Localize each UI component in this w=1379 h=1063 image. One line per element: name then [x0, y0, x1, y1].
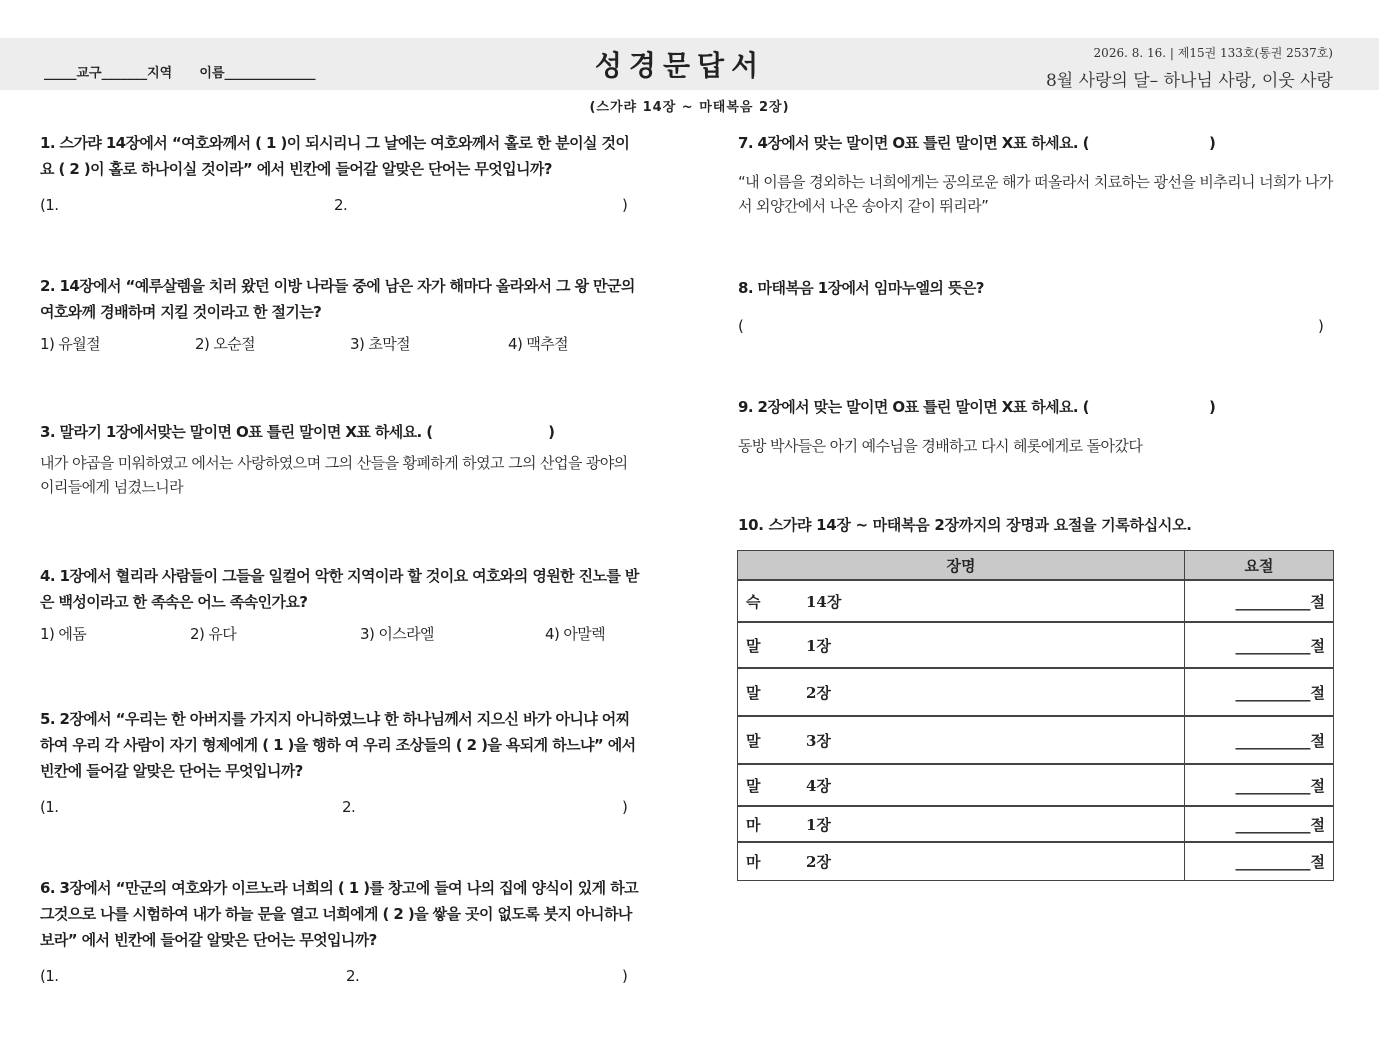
- question-10-heading: 10. 스가랴 14장 ~ 마태복음 2장까지의 장명과 요절을 기록하십시오.: [738, 516, 1192, 534]
- verse-blank[interactable]: __________절: [1185, 580, 1334, 622]
- option-list: [40, 331, 640, 357]
- chapter-number: 2장: [806, 683, 831, 702]
- scripture-range: (스가랴 14장 ~ 마태복음 2장): [589, 100, 790, 115]
- book-abbr: 말: [746, 683, 761, 702]
- passage-text: 내가 야곱을 미워하였고 에서는 사랑하였으며 그의 산들을 황폐하게 하였고 그의 산업을 광야의 이리들에게 넘겼느니라: [40, 454, 628, 496]
- answer-close-paren: ): [622, 196, 628, 214]
- monthly-theme: 8월 사랑의 달– 하나님 사랑, 이웃 사랑: [1045, 71, 1333, 91]
- question-9: [738, 394, 1334, 458]
- verse-blank[interactable]: __________절: [1185, 764, 1334, 806]
- answer-blank-2[interactable]: 2.: [346, 967, 360, 985]
- question-stem: 2. 14장에서 “예루살렘을 치러 왔던 이방 나라들 중에 남은 자가 해마다 올라와서 그 왕 만군의 여호와께 경배하며 지킬 것이라고 한 절기는?: [40, 277, 635, 321]
- passage-text: “내 이름을 경외하는 너희에게는 공의로운 해가 떠올라서 치료하는 광선을 비추리니 너희가 나가서 외양간에서 나온 송아지 같이 뛰리라”: [738, 173, 1333, 215]
- table-row: [738, 764, 1334, 806]
- answer-line: [40, 963, 640, 989]
- chapter-cell: [738, 842, 1185, 880]
- question-6: [40, 875, 640, 989]
- chapter-number: 3장: [806, 731, 831, 750]
- option-4[interactable]: 4) 맥추절: [508, 335, 569, 353]
- answer-line: [40, 794, 640, 820]
- chapter-cell: [738, 580, 1185, 622]
- book-abbr: 마: [746, 852, 761, 871]
- question-stem: 3. 말라기 1장에서맞는 말이면 O표 틀린 말이면 X표 하세요. ( ): [40, 423, 555, 441]
- question-stem: 1. 스가랴 14장에서 “여호와께서 ( 1 )이 되시리니 그 날에는 여호와께서 홀로 한 분이실 것이요 ( 2 )이 홀로 하나이실 것이라” 에서 빈칸에 들어갈 알맞은 단어는 무엇입니까?: [40, 134, 630, 178]
- question-4: [40, 563, 640, 647]
- book-abbr: 슥: [746, 592, 761, 611]
- question-stem: 7. 4장에서 맞는 말이면 O표 틀린 말이면 X표 하세요. ( ): [738, 134, 1216, 152]
- table-row: [738, 842, 1334, 880]
- question-stem: 6. 3장에서 “만군의 여호와가 이르노라 너희의 ( 1 )를 창고에 들여 나의 집에 양식이 있게 하고 그것으로 나를 시험하여 내가 하늘 문을 열고 너희에게 ( 2 )을 쌓을 곳이 없도록 붓지 아니하나 보라” 에서 빈칸에 들어갈 알맞은 단어는 무엇입니까?: [40, 879, 638, 949]
- answer-blank-1[interactable]: (1.: [40, 196, 59, 214]
- passage-text: 동방 박사들은 아기 예수님을 경배하고 다시 헤롯에게로 돌아갔다: [738, 437, 1143, 455]
- answer-blank-1[interactable]: (1.: [40, 967, 59, 985]
- answer-line: [40, 192, 640, 218]
- chapter-number: 1장: [806, 815, 831, 834]
- verse-blank[interactable]: __________절: [1185, 842, 1334, 880]
- option-2[interactable]: 2) 유다: [190, 625, 237, 643]
- question-5: [40, 706, 640, 820]
- option-3[interactable]: 3) 이스라엘: [360, 625, 434, 643]
- chapter-cell: [738, 764, 1185, 806]
- question-stem: 5. 2장에서 “우리는 한 아버지를 가지지 아니하였느냐 한 하나님께서 지으신 바가 아니냐 어찌 하여 우리 각 사람이 자기 형제에게 ( 1 )을 행하 여 우리 조상들의 ( 2 )을 욕되게 하느냐” 에서 빈칸에 들어갈 알맞은 단어는 무엇입니까?: [40, 710, 636, 780]
- verse-blank[interactable]: __________절: [1185, 716, 1334, 764]
- question-2: [40, 273, 640, 357]
- chapter-cell: [738, 668, 1185, 716]
- book-abbr: 말: [746, 776, 761, 795]
- table-row: [738, 668, 1334, 716]
- book-abbr: 마: [746, 815, 761, 834]
- answer-blank-2[interactable]: 2.: [342, 798, 356, 816]
- chapter-cell: [738, 806, 1185, 842]
- book-abbr: 말: [746, 636, 761, 655]
- question-stem: 9. 2장에서 맞는 말이면 O표 틀린 말이면 X표 하세요. ( ): [738, 398, 1216, 416]
- question-stem: 4. 1장에서 혈리라 사람들이 그들을 일컬어 악한 지역이라 할 것이요 여호와의 영원한 진노를 받은 백성이라고 한 족속은 어느 족속인가요?: [40, 567, 639, 611]
- answer-blank-2[interactable]: 2.: [334, 196, 348, 214]
- chapter-number: 1장: [806, 636, 831, 655]
- chapter-number: 14장: [806, 592, 842, 611]
- question-3: [40, 419, 640, 499]
- table-row: [738, 622, 1334, 668]
- answer-line: [738, 313, 1334, 339]
- answer-close-paren: ): [622, 967, 628, 985]
- verse-blank[interactable]: __________절: [1185, 668, 1334, 716]
- answer-close-paren: ): [1318, 317, 1324, 335]
- chapter-cell: [738, 716, 1185, 764]
- chapter-number: 4장: [806, 776, 831, 795]
- question-stem: 8. 마태복음 1장에서 임마누엘의 뜻은?: [738, 279, 984, 297]
- table-row: [738, 806, 1334, 842]
- table-row: [738, 580, 1334, 622]
- chapter-number: 2장: [806, 852, 831, 871]
- verse-blank[interactable]: __________절: [1185, 622, 1334, 668]
- name-fill-line: _____교구_______지역 이름______________: [44, 66, 316, 81]
- issue-meta: 2026. 8. 16. | 제15권 133호(통권 2537호): [1093, 46, 1333, 60]
- chapter-cell: [738, 622, 1185, 668]
- answer-blank-1[interactable]: (1.: [40, 798, 59, 816]
- page-title: 성경문답서: [594, 49, 766, 82]
- question-7: [738, 130, 1334, 218]
- table-header-row: [738, 551, 1334, 581]
- chapter-verse-table: [737, 550, 1334, 881]
- answer-close-paren: ): [622, 798, 628, 816]
- question-8: [738, 275, 1334, 339]
- option-2[interactable]: 2) 오순절: [195, 335, 256, 353]
- option-4[interactable]: 4) 아말렉: [545, 625, 606, 643]
- book-abbr: 말: [746, 731, 761, 750]
- question-1: [40, 130, 640, 218]
- answer-open-paren[interactable]: (: [738, 317, 744, 335]
- table-row: [738, 716, 1334, 764]
- column-header-verse: 요절: [1185, 551, 1334, 581]
- option-list: [40, 621, 640, 647]
- option-1[interactable]: 1) 유월절: [40, 335, 101, 353]
- verse-blank[interactable]: __________절: [1185, 806, 1334, 842]
- column-header-chapter: 장명: [738, 551, 1185, 581]
- option-1[interactable]: 1) 에돔: [40, 625, 87, 643]
- option-3[interactable]: 3) 초막절: [350, 335, 411, 353]
